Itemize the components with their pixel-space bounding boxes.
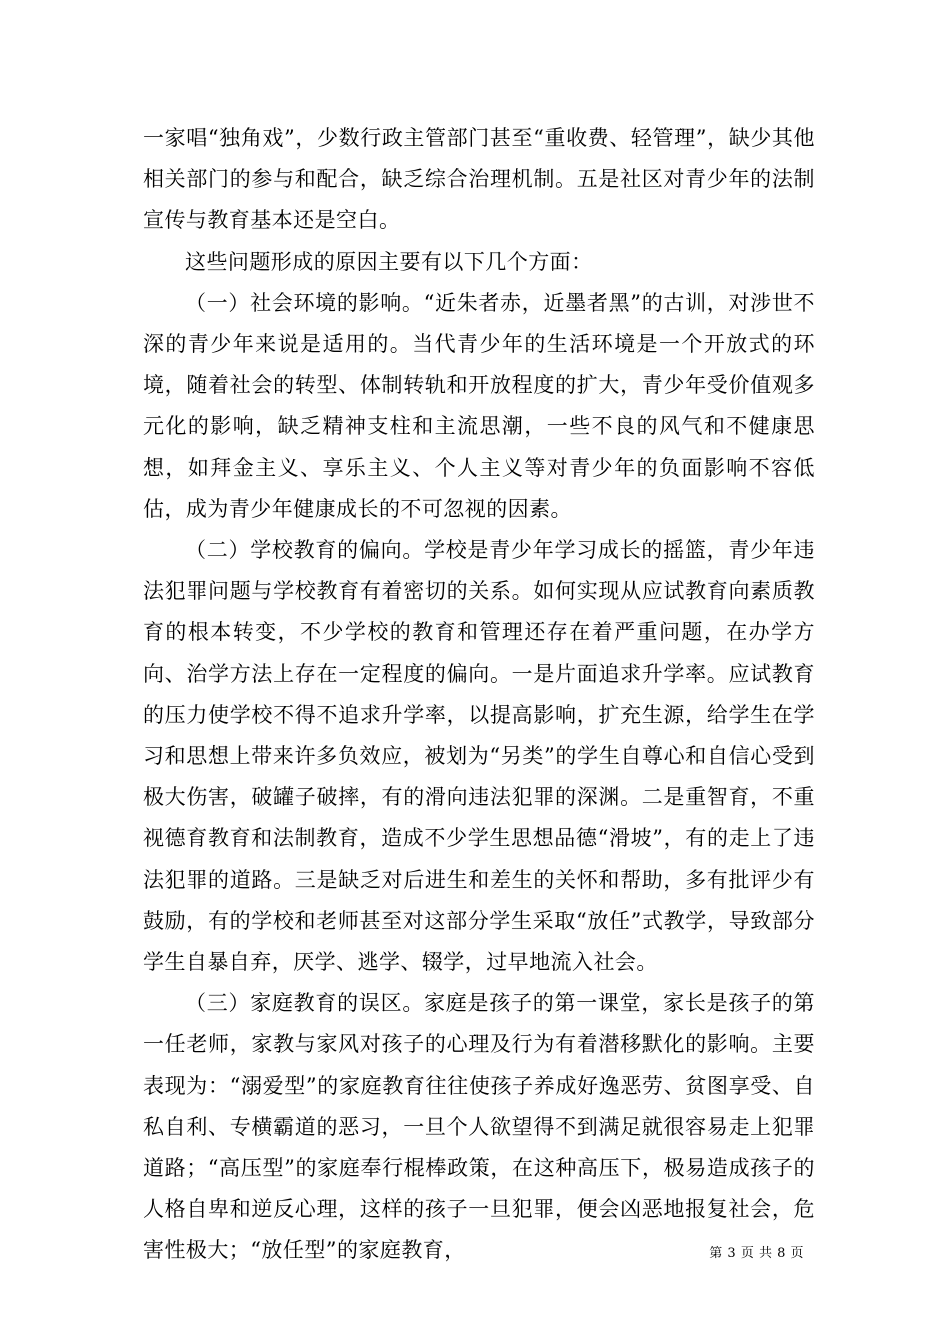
paragraph-family-education: （三）家庭教育的误区。家庭是孩子的第一课堂，家长是孩子的第一任老师，家教与家风对孩子的心理及行为有着潜移默化的影响。主要表现为：“溺爱型”的家庭教育往往使孩子养成好逸恶劳、贫图享受、自私自利、专横霸道的恶习，一旦个人欲望得不到满足就很容易走上犯罪道路；“高压型”的家庭奉行棍棒政策，在这种高压下，极易造成孩子的人格自卑和逆反心理，这样的孩子一旦犯罪，便会凶恶地报复社会，危害性极大；“放任型”的家庭教育， — [143, 991, 815, 1263]
paragraph-school-education: （二）学校教育的偏向。学校是青少年学习成长的摇篮，青少年违法犯罪问题与学校教育有着密切的关系。如何实现从应试教育向素质教育的根本转变，不少学校的教育和管理还存在着严重问题，在办学方向、治学方法上存在一定程度的偏向。一是片面追求升学率。应试教育的压力使学校不得不追求升学率，以提高影响，扩充生源，给学生在学习和思想上带来许多负效应，被划为“另类”的学生自尊心和自信心受到极大伤害，破罐子破摔，有的滑向违法犯罪的深渊。二是重智育，不重视德育教育和法制教育，造成不少学生思想品德“滑坡”，有的走上了违法犯罪的道路。三是缺乏对后进生和差生的关怀和帮助，多有批评少有鼓励，有的学校和老师甚至对这部分学生采取“放任”式教学，导致部分学生自暴自弃，厌学、逃学、辍学，过早地流入社会。 — [143, 538, 815, 975]
page-number-footer: 第 3 页 共 8 页 — [709, 1246, 804, 1261]
paragraph-causes-intro: 这些问题形成的原因主要有以下几个方面： — [185, 249, 593, 274]
body-text — [143, 118, 815, 1272]
paragraph-continuation: 一家唱“独角戏”，少数行政主管部门甚至“重收费、轻管理”，缺少其他相关部门的参与和配合，缺乏综合治理机制。五是社区对青少年的法制宣传与教育基本还是空白。 — [143, 126, 815, 233]
paragraph-social-environment: （一）社会环境的影响。“近朱者赤，近墨者黑”的古训，对涉世不深的青少年来说是适用的。当代青少年的生活环境是一个开放式的环境，随着社会的转型、体制转轨和开放程度的扩大，青少年受价值观多元化的影响，缺乏精神支柱和主流思潮，一些不良的风气和不健康思想，如拜金主义、享乐主义、个人主义等对青少年的负面影响不容低估，成为青少年健康成长的不可忽视的因素。 — [143, 290, 815, 521]
